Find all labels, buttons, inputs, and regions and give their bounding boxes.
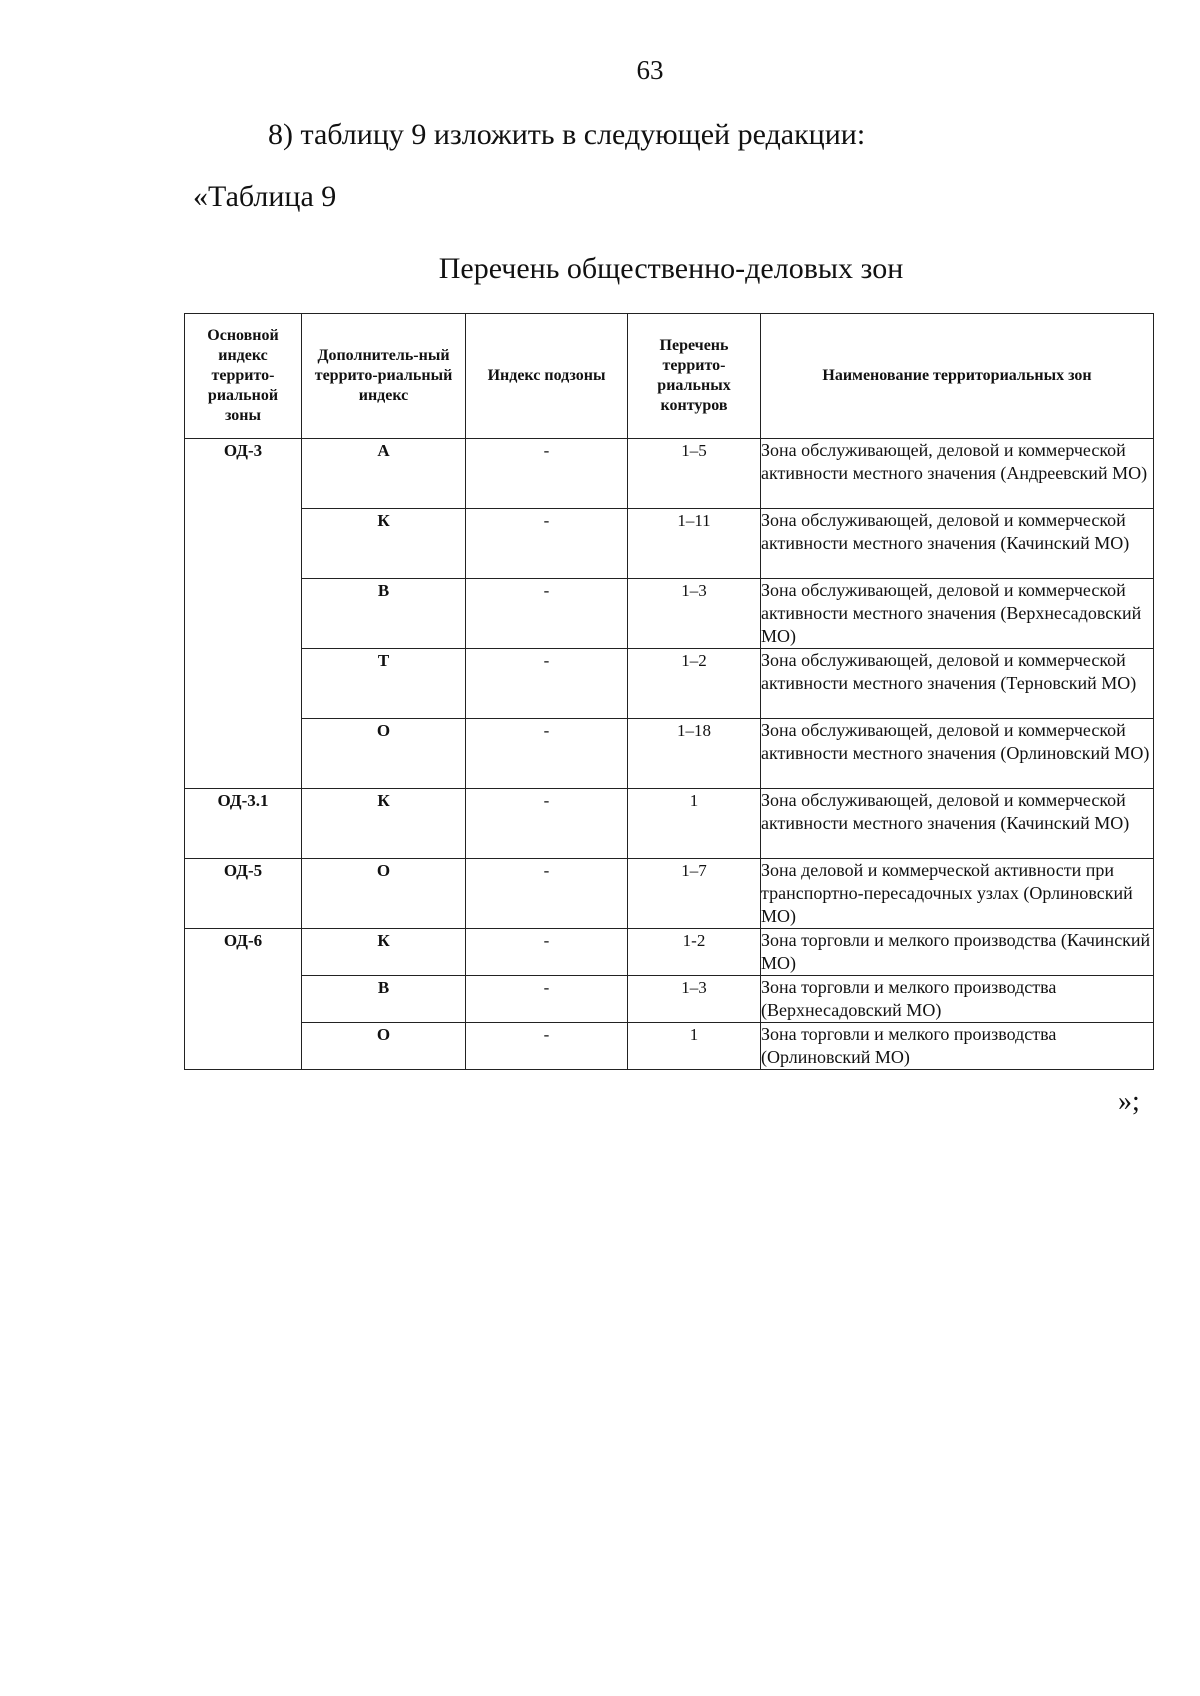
header-main-index: Основной индекс террито-риальной зоны	[185, 314, 302, 439]
additional-index-cell: О	[302, 1023, 466, 1070]
main-index-cell: ОД-3	[185, 439, 302, 789]
table-row	[185, 579, 1154, 649]
additional-index-cell: В	[302, 976, 466, 1023]
additional-index-cell: К	[302, 929, 466, 976]
subzone-index-cell: -	[466, 439, 628, 509]
additional-index-cell: О	[302, 859, 466, 929]
zone-name-cell: Зона торговли и мелкого производства (Орлиновский МО)	[761, 1023, 1154, 1070]
table-row	[185, 719, 1154, 789]
header-additional-index: Дополнитель-ный террито-риальный индекс	[302, 314, 466, 439]
zone-name-cell: Зона обслуживающей, деловой и коммерческой активности местного значения (Андреевский МО)	[761, 439, 1154, 509]
contours-cell: 1–7	[628, 859, 761, 929]
additional-index-cell: К	[302, 789, 466, 859]
contours-cell: 1–11	[628, 509, 761, 579]
header-subzone-index: Индекс подзоны	[466, 314, 628, 439]
page-number: 63	[636, 55, 664, 85]
header-zone-name: Наименование территориальных зон	[761, 314, 1154, 439]
additional-index-cell: К	[302, 509, 466, 579]
table-row	[185, 976, 1154, 1023]
zone-name-cell: Зона обслуживающей, деловой и коммерческой активности местного значения (Качинский МО)	[761, 509, 1154, 579]
additional-index-cell: О	[302, 719, 466, 789]
additional-index-cell: А	[302, 439, 466, 509]
main-index-cell: ОД-3.1	[185, 789, 302, 859]
table-body	[185, 439, 1154, 1070]
subzone-index-cell: -	[466, 649, 628, 719]
table-row	[185, 859, 1154, 929]
table-title: Перечень общественно-деловых зон	[438, 252, 904, 285]
zone-name-cell: Зона обслуживающей, деловой и коммерческой активности местного значения (Качинский МО)	[761, 789, 1154, 859]
contours-cell: 1–2	[628, 649, 761, 719]
contours-cell: 1	[628, 789, 761, 859]
table-row	[185, 1023, 1154, 1070]
table-row	[185, 439, 1154, 509]
table-header	[185, 314, 1154, 439]
subzone-index-cell: -	[466, 579, 628, 649]
main-index-cell: ОД-5	[185, 859, 302, 929]
zone-name-cell: Зона обслуживающей, деловой и коммерческой активности местного значения (Терновский МО)	[761, 649, 1154, 719]
table-row	[185, 789, 1154, 859]
subzone-index-cell: -	[466, 859, 628, 929]
zone-name-cell: Зона торговли и мелкого производства (Качинский МО)	[761, 929, 1154, 976]
zone-name-cell: Зона обслуживающей, деловой и коммерческой активности местного значения (Верхнесадовский МО)	[761, 579, 1154, 649]
additional-index-cell: Т	[302, 649, 466, 719]
header-row	[185, 314, 1154, 439]
instruction-text: 8) таблицу 9 изложить в следующей редакции:	[268, 118, 866, 151]
subzone-index-cell: -	[466, 1023, 628, 1070]
contours-cell: 1-2	[628, 929, 761, 976]
table-row	[185, 649, 1154, 719]
zones-table	[184, 313, 1154, 1070]
table-row	[185, 509, 1154, 579]
subzone-index-cell: -	[466, 719, 628, 789]
zone-name-cell: Зона деловой и коммерческой активности при транспортно-пересадочных узлах (Орлиновский МО)	[761, 859, 1154, 929]
contours-cell: 1–3	[628, 579, 761, 649]
main-index-cell: ОД-6	[185, 929, 302, 1070]
closing-quote: »;	[1118, 1086, 1140, 1117]
contours-cell: 1–5	[628, 439, 761, 509]
zone-name-cell: Зона обслуживающей, деловой и коммерческой активности местного значения (Орлиновский МО)	[761, 719, 1154, 789]
subzone-index-cell: -	[466, 929, 628, 976]
table-row	[185, 929, 1154, 976]
additional-index-cell: В	[302, 579, 466, 649]
subzone-index-cell: -	[466, 976, 628, 1023]
subzone-index-cell: -	[466, 509, 628, 579]
subzone-index-cell: -	[466, 789, 628, 859]
table-label: «Таблица 9	[193, 180, 337, 213]
header-contours: Перечень террито-риальных контуров	[628, 314, 761, 439]
zone-name-cell: Зона торговли и мелкого производства (Верхнесадовский МО)	[761, 976, 1154, 1023]
contours-cell: 1–18	[628, 719, 761, 789]
contours-cell: 1–3	[628, 976, 761, 1023]
contours-cell: 1	[628, 1023, 761, 1070]
